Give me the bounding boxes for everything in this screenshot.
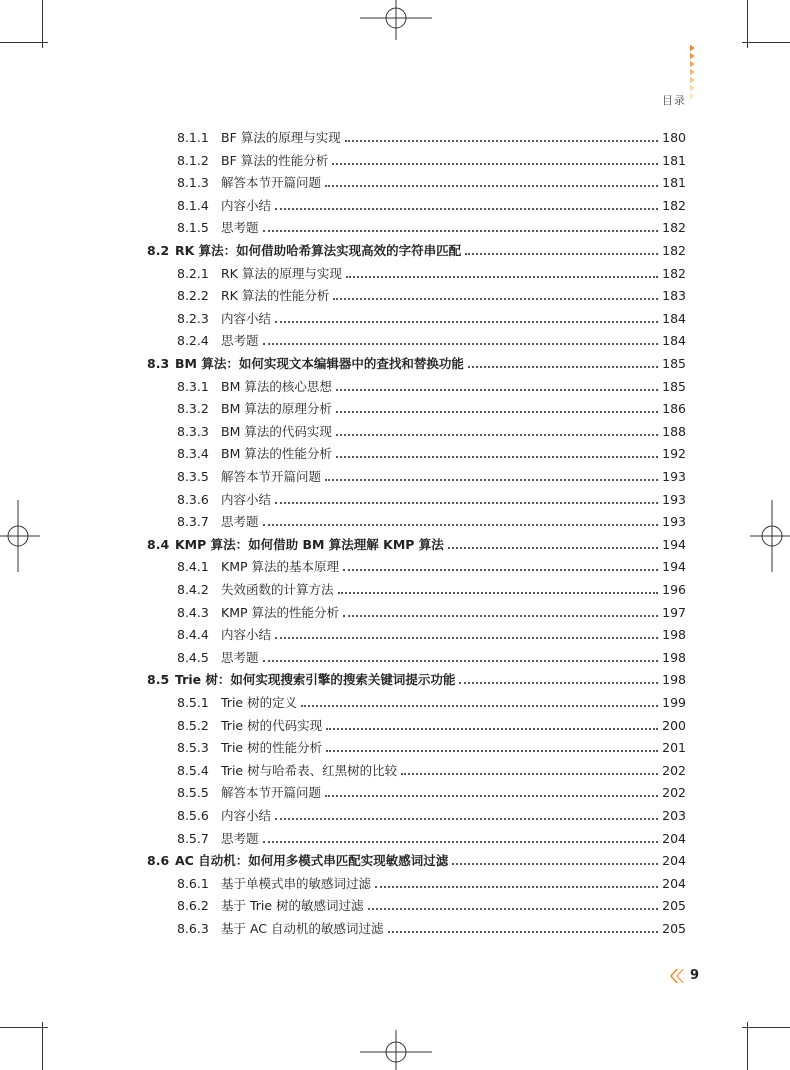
toc-entry-title: Trie 树与哈希表、红黑树的比较: [221, 762, 398, 778]
toc-dot-leader: [326, 728, 658, 730]
toc-dot-leader: [336, 456, 658, 458]
toc-entry-page: 203: [662, 808, 686, 823]
toc-subsection-entry: [177, 892, 686, 914]
toc-dot-leader: [345, 140, 658, 142]
toc-entry-page: 204: [662, 853, 686, 869]
toc-dot-leader: [275, 321, 658, 323]
toc-dot-leader: [368, 908, 658, 910]
toc-entry-number: 8.3: [147, 356, 170, 371]
toc-subsection-entry: [177, 508, 686, 530]
toc-entry-page: 204: [662, 830, 686, 846]
toc-entry-page: 182: [662, 220, 686, 236]
toc-subsection-entry: [177, 870, 686, 892]
toc-entry-title: KMP 算法的性能分析: [221, 604, 339, 620]
toc-entry-title: BM 算法的性能分析: [221, 446, 332, 462]
toc-entry-page: 192: [662, 446, 686, 462]
toc-dot-leader: [346, 276, 658, 278]
toc-entry-title: 解答本节开篇问题: [221, 785, 322, 801]
toc-entry-number: 8.3.7: [177, 514, 209, 530]
crop-mark: [747, 0, 748, 48]
toc-entry-title: 内容小结: [221, 197, 272, 213]
toc-entry-title: 思考题: [221, 830, 259, 846]
toc-subsection-entry: [177, 757, 686, 779]
toc-entry-title: 思考题: [221, 333, 259, 349]
registration-mark-left: [0, 500, 40, 572]
toc-section-entry: [147, 237, 686, 259]
toc-entry-number: 8.2.4: [177, 333, 209, 349]
toc-section-entry: [147, 350, 686, 372]
toc-entry-number: 8.2.1: [177, 265, 209, 281]
toc-entry-page: 182: [662, 197, 686, 213]
toc-entry-page: 181: [662, 152, 686, 168]
crop-mark: [747, 1022, 748, 1070]
toc-entry-page: 182: [662, 265, 686, 281]
toc-entry-page: 201: [662, 740, 686, 756]
toc-dot-leader: [465, 253, 658, 255]
registration-mark-bottom: [360, 1030, 432, 1070]
toc-entry-number: 8.6.2: [177, 898, 209, 914]
toc-dot-leader: [325, 185, 658, 187]
chevron-decoration-icon: [690, 38, 698, 106]
toc-entry-title: 内容小结: [221, 491, 272, 507]
crop-mark: [0, 42, 48, 43]
toc-dot-leader: [336, 434, 658, 436]
toc-entry-title: Trie 树：如何实现搜索引擎的搜索关键词提示功能: [175, 672, 456, 688]
toc-dot-leader: [263, 343, 658, 345]
toc-entry-page: 205: [662, 921, 686, 936]
toc-entry-number: 8.5.3: [177, 740, 209, 756]
toc-entry-page: 199: [662, 695, 686, 710]
toc-subsection-entry: [177, 734, 686, 756]
running-header-title: 目录: [662, 94, 686, 107]
toc-entry-number: 8.5.5: [177, 785, 209, 801]
toc-entry-number: 8.2.2: [177, 288, 209, 304]
toc-entry-number: 8.5.7: [177, 830, 209, 846]
toc-entry-title: BM 算法的核心思想: [221, 378, 332, 394]
toc-entry-page: 205: [662, 898, 686, 914]
toc-entry-title: AC 自动机：如何用多模式串匹配实现敏感词过滤: [175, 853, 449, 869]
crop-mark: [742, 42, 790, 43]
toc-entry-title: 思考题: [221, 514, 259, 530]
toc-entry-page: 204: [662, 875, 686, 891]
toc-entry-number: 8.4.4: [177, 627, 209, 643]
toc-dot-leader: [325, 479, 658, 481]
toc-entry-page: 182: [662, 243, 686, 258]
toc-entry-title: 基于单模式串的敏感词过滤: [221, 875, 372, 891]
toc-entry-page: 185: [662, 378, 686, 394]
toc-dot-leader: [263, 660, 658, 662]
toc-subsection-entry: [177, 779, 686, 801]
toc-entry-title: KMP 算法的基本原理: [221, 559, 339, 575]
toc-subsection-entry: [177, 486, 686, 508]
toc-entry-page: 202: [662, 785, 686, 801]
toc-entry-number: 8.3.4: [177, 446, 209, 462]
toc-dot-leader: [263, 841, 658, 843]
double-chevron-left-icon: [668, 969, 684, 983]
toc-entry-title: RK 算法：如何借助哈希算法实现高效的字符串匹配: [175, 243, 462, 258]
toc-entry-title: 思考题: [221, 649, 259, 665]
toc-entry-page: 184: [662, 333, 686, 349]
toc-subsection-entry: [177, 689, 686, 711]
toc-entry-title: KMP 算法：如何借助 BM 算法理解 KMP 算法: [175, 536, 444, 552]
toc-subsection-entry: [177, 599, 686, 621]
toc-subsection-entry: [177, 463, 686, 485]
toc-entry-title: 思考题: [221, 220, 259, 236]
toc-entry-page: 181: [662, 175, 686, 191]
toc-entry-title: 内容小结: [221, 310, 272, 326]
toc-subsection-entry: [177, 802, 686, 824]
toc-subsection-entry: [177, 373, 686, 395]
toc-section-entry: [147, 847, 686, 869]
toc-dot-leader: [326, 750, 658, 752]
toc-entry-number: 8.1.2: [177, 152, 209, 168]
toc-dot-leader: [448, 547, 658, 549]
toc-entry-page: 183: [662, 288, 686, 304]
toc-dot-leader: [275, 502, 658, 504]
toc-section-entry: [147, 531, 686, 553]
toc-subsection-entry: [177, 327, 686, 349]
toc-dot-leader: [275, 818, 658, 820]
toc-entry-page: 188: [662, 423, 686, 439]
toc-entry-number: 8.5.1: [177, 695, 209, 710]
toc-entry-number: 8.3.1: [177, 378, 209, 394]
toc-entry-title: RK 算法的原理与实现: [221, 265, 342, 281]
toc-dot-leader: [301, 705, 658, 707]
toc-entry-title: BM 算法的原理分析: [221, 401, 332, 417]
toc-entry-title: BF 算法的性能分析: [221, 152, 329, 168]
toc-section-entry: [147, 666, 686, 688]
toc-entry-title: Trie 树的代码实现: [221, 717, 323, 733]
toc-entry-number: 8.6.3: [177, 921, 209, 936]
toc-dot-leader: [325, 795, 658, 797]
toc-entry-number: 8.2: [147, 243, 170, 258]
toc-subsection-entry: [177, 418, 686, 440]
crop-mark: [42, 1022, 43, 1070]
toc-subsection-entry: [177, 440, 686, 462]
toc-entry-page: 186: [662, 401, 686, 417]
toc-entry-page: 194: [662, 536, 686, 552]
page-footer: [668, 968, 699, 983]
toc-dot-leader: [452, 863, 658, 865]
toc-entry-page: 194: [662, 559, 686, 575]
toc-subsection-entry: [177, 395, 686, 417]
crop-mark: [42, 0, 43, 48]
toc-entry-page: 193: [662, 514, 686, 530]
toc-dot-leader: [263, 524, 658, 526]
toc-entry-number: 8.6.1: [177, 875, 209, 891]
toc-entry-page: 200: [662, 717, 686, 733]
toc-entry-page: 185: [662, 356, 686, 371]
toc-entry-number: 8.3.6: [177, 491, 209, 507]
toc-entry-number: 8.5.6: [177, 808, 209, 823]
toc-entry-number: 8.3.3: [177, 423, 209, 439]
toc-entry-title: Trie 树的定义: [221, 695, 298, 710]
toc-entry-number: 8.6: [147, 853, 170, 869]
registration-mark-top: [360, 0, 432, 40]
toc-dot-leader: [338, 592, 658, 594]
toc-dot-leader: [459, 682, 658, 684]
toc-dot-leader: [263, 230, 658, 232]
toc-entry-number: 8.2.3: [177, 310, 209, 326]
toc-subsection-entry: [177, 553, 686, 575]
toc-dot-leader: [343, 569, 658, 571]
toc-subsection-entry: [177, 621, 686, 643]
page-number: 9: [690, 968, 700, 983]
toc-entry-title: BF 算法的原理与实现: [221, 130, 341, 145]
toc-subsection-entry: [177, 305, 686, 327]
toc-subsection-entry: [177, 169, 686, 191]
toc-dot-leader: [275, 208, 658, 210]
registration-mark-right: [750, 500, 790, 572]
toc-dot-leader: [336, 389, 658, 391]
toc-subsection-entry: [177, 915, 686, 937]
toc-entry-number: 8.1.1: [177, 130, 209, 145]
crop-mark: [742, 1027, 790, 1028]
toc-subsection-entry: [177, 712, 686, 734]
toc-entry-number: 8.4.5: [177, 649, 209, 665]
toc-entry-number: 8.4.1: [177, 559, 209, 575]
toc-entry-title: 失效函数的计算方法: [221, 582, 334, 597]
toc-entry-number: 8.3.2: [177, 401, 209, 417]
toc-subsection-entry: [177, 644, 686, 666]
toc-entry-title: BM 算法：如何实现文本编辑器中的查找和替换功能: [175, 356, 464, 371]
toc-entry-title: 内容小结: [221, 627, 272, 643]
toc-entry-title: RK 算法的性能分析: [221, 288, 330, 304]
toc-dot-leader: [333, 298, 658, 300]
toc-entry-number: 8.1.3: [177, 175, 209, 191]
toc-subsection-entry: [177, 124, 686, 146]
toc-entry-number: 8.1.5: [177, 220, 209, 236]
toc-subsection-entry: [177, 825, 686, 847]
toc-entry-number: 8.1.4: [177, 197, 209, 213]
toc-entry-title: 基于 AC 自动机的敏感词过滤: [221, 921, 384, 936]
toc-entry-page: 198: [662, 627, 686, 643]
toc-subsection-entry: [177, 260, 686, 282]
toc-entry-number: 8.5: [147, 672, 170, 688]
toc-entry-page: 198: [662, 649, 686, 665]
toc-entry-page: 184: [662, 310, 686, 326]
toc-entry-page: 197: [662, 604, 686, 620]
crop-mark: [0, 1027, 48, 1028]
toc-subsection-entry: [177, 192, 686, 214]
toc-dot-leader: [468, 366, 658, 368]
toc-entry-page: 198: [662, 672, 686, 688]
toc-entry-number: 8.5.4: [177, 762, 209, 778]
toc-entry-title: 解答本节开篇问题: [221, 175, 322, 191]
toc-entry-title: 基于 Trie 树的敏感词过滤: [221, 898, 364, 914]
toc-entry-title: 解答本节开篇问题: [221, 469, 322, 484]
toc-entry-number: 8.4.3: [177, 604, 209, 620]
toc-dot-leader: [332, 163, 658, 165]
toc-subsection-entry: [177, 147, 686, 169]
toc-subsection-entry: [177, 282, 686, 304]
toc-entry-number: 8.4.2: [177, 582, 209, 597]
toc-entry-page: 193: [662, 469, 686, 484]
toc-dot-leader: [343, 615, 658, 617]
toc-subsection-entry: [177, 214, 686, 236]
toc-dot-leader: [336, 411, 658, 413]
toc-entry-page: 193: [662, 491, 686, 507]
toc-entry-title: 内容小结: [221, 808, 272, 823]
toc-entry-title: BM 算法的代码实现: [221, 423, 332, 439]
toc-dot-leader: [401, 773, 658, 775]
toc-entry-page: 196: [662, 582, 686, 597]
toc-entry-number: 8.4: [147, 536, 170, 552]
toc-entry-title: Trie 树的性能分析: [221, 740, 323, 756]
toc-subsection-entry: [177, 576, 686, 598]
toc-dot-leader: [375, 886, 658, 888]
toc-dot-leader: [388, 931, 658, 933]
toc-entry-number: 8.5.2: [177, 717, 209, 733]
toc-entry-page: 202: [662, 762, 686, 778]
toc-dot-leader: [275, 637, 658, 639]
toc-entry-number: 8.3.5: [177, 469, 209, 484]
toc-entry-page: 180: [662, 130, 686, 145]
